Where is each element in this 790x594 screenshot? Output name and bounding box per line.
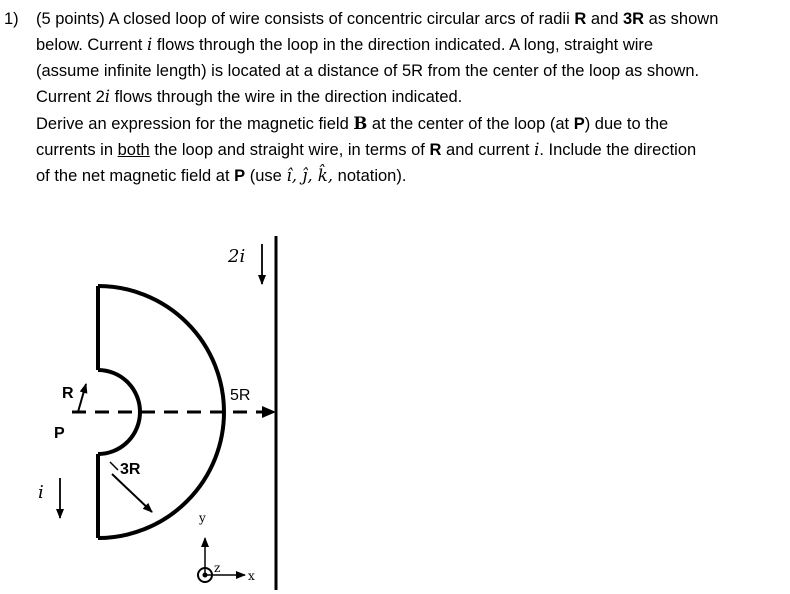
label-5R: 5R: [230, 387, 251, 404]
label-P: P: [54, 425, 65, 442]
problem-line-3: (assume infinite length) is located at a distance of 5R from the center of the loop as shown.: [36, 62, 700, 80]
problem-line-2: below. Current i flows through the loop in the direction indicated. A long, straight wire: [36, 35, 654, 54]
axis-y-label: y: [199, 511, 206, 525]
loop-current-label: i: [38, 482, 44, 503]
radius-3R-arrow: [112, 474, 152, 512]
points: (5 points): [36, 10, 105, 28]
label-3R: 3R: [120, 461, 141, 478]
problem-line-1: (5 points) A closed loop of wire consists of concentric circular arcs of radii R and 3R as shown: [36, 10, 719, 28]
problem-line-4: Current 2i flows through the wire in the direction indicated.: [36, 87, 463, 106]
large-arc-3R: [98, 286, 224, 538]
coordinate-axes-icon: [198, 538, 245, 582]
axis-z-label: z: [214, 561, 221, 575]
problem-line-5: Derive an expression for the magnetic field B at the center of the loop (at P) due to the: [36, 114, 669, 133]
wire-current-label: 2i: [228, 246, 246, 267]
problem-line-6: currents in both the loop and straight wire, in terms of R and current i. Include the direction: [36, 140, 697, 159]
problem-number: 1): [4, 10, 19, 28]
radius-R-arrow: [78, 384, 86, 412]
label-R: R: [62, 385, 74, 402]
r3-tick: [110, 462, 118, 470]
axis-x-label: x: [248, 569, 255, 583]
problem-line-7: of the net magnetic field at P (use î, ĵ, k̂, notation).: [36, 166, 407, 185]
distance-arrowhead: [262, 406, 276, 418]
